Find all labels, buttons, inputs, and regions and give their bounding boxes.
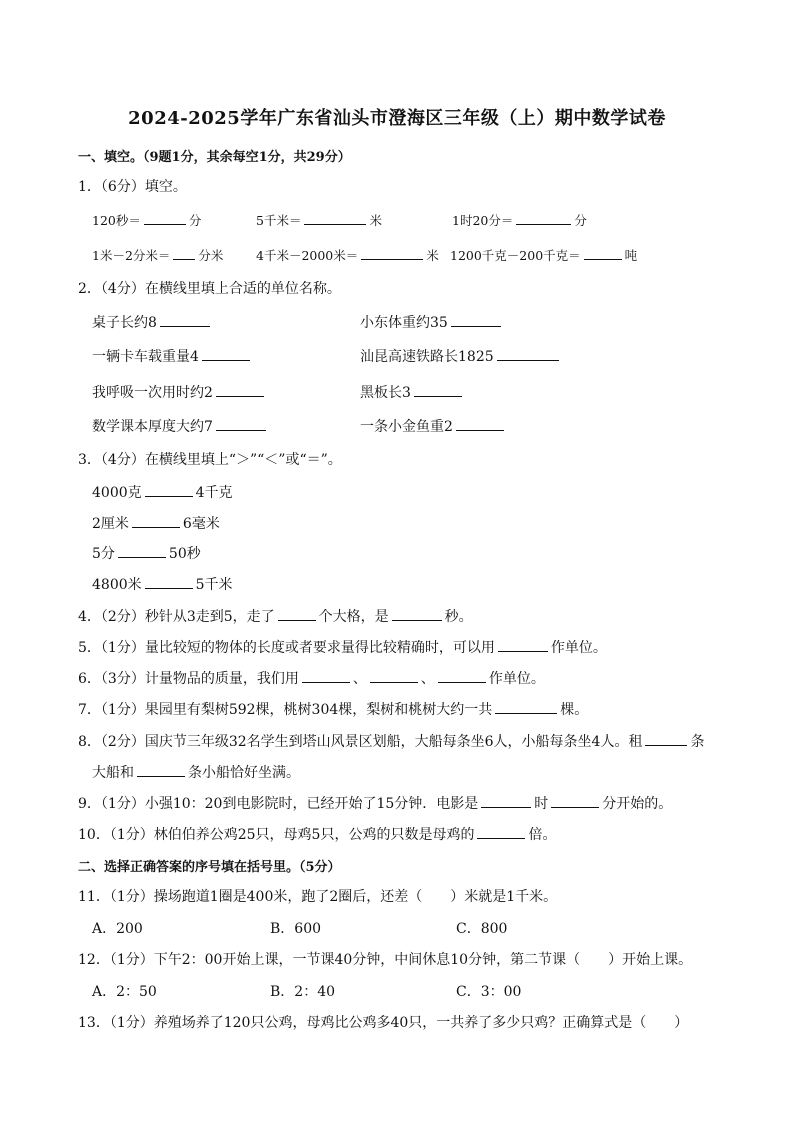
question-1-stem: 1．（6分）填空。 bbox=[78, 179, 187, 195]
q2-item: 我呼吸一次用时约2 bbox=[92, 382, 267, 402]
question-4: 4．（2分）秒针从3走到5，走了 个大格，是 秒。 bbox=[78, 606, 473, 626]
answer-blank[interactable] bbox=[495, 699, 557, 714]
exam-title: 2024-2025学年广东省汕头市澄海区三年级（上）期中数学试卷 bbox=[128, 108, 666, 129]
answer-blank[interactable] bbox=[144, 210, 186, 225]
answer-blank[interactable] bbox=[456, 416, 504, 431]
q3-item: 4000克 4千克 bbox=[92, 482, 233, 502]
question-13-stem: 13．（1分）养殖场养了120只公鸡，母鸡比公鸡多40只，一共养了多少只鸡？正确算式是（ ） bbox=[78, 1015, 689, 1031]
answer-blank[interactable] bbox=[216, 416, 266, 431]
answer-blank[interactable] bbox=[551, 793, 599, 808]
question-5: 5．（1分）量比较短的物体的长度或者要求量得比较精确时，可以用 作单位。 bbox=[78, 637, 607, 657]
section-1-heading: 一、填空。（9题1分，其余每空1分，共29分） bbox=[78, 150, 351, 165]
answer-blank[interactable] bbox=[145, 574, 193, 589]
q11-option-c[interactable]: C．800 bbox=[456, 921, 508, 937]
q3-item: 5分 50秒 bbox=[92, 543, 201, 563]
answer-blank[interactable] bbox=[498, 637, 548, 652]
answer-blank[interactable] bbox=[392, 606, 442, 621]
q12-option-b[interactable]: B．2：40 bbox=[270, 984, 336, 1000]
answer-blank[interactable] bbox=[516, 210, 571, 225]
q2-item: 黑板长3 bbox=[360, 382, 465, 402]
q12-option-a[interactable]: A．2：50 bbox=[92, 984, 157, 1000]
question-6: 6．（3分）计量物品的质量，我们用 、 、 作单位。 bbox=[78, 668, 545, 688]
answer-blank[interactable] bbox=[302, 668, 350, 683]
answer-blank[interactable] bbox=[438, 668, 486, 683]
question-2-stem: 2．（4分）在横线里填上合适的单位名称。 bbox=[78, 281, 341, 297]
answer-blank[interactable] bbox=[132, 513, 180, 528]
answer-blank[interactable] bbox=[145, 482, 193, 497]
answer-blank[interactable] bbox=[451, 312, 501, 327]
answer-blank[interactable] bbox=[160, 312, 210, 327]
q3-item: 4800米 5千米 bbox=[92, 574, 233, 594]
q2-item: 汕昆高速铁路长1825 bbox=[360, 346, 562, 366]
answer-blank[interactable] bbox=[216, 382, 264, 397]
answer-blank[interactable] bbox=[370, 668, 418, 683]
answer-blank[interactable] bbox=[202, 346, 250, 361]
q1-item: 120秒＝ 分 bbox=[92, 210, 201, 229]
question-10: 10．（1分）林伯伯养公鸡25只，母鸡5只，公鸡的只数是母鸡的 倍。 bbox=[78, 824, 556, 844]
question-9: 9．（1分）小强10：20到电影院时，已经开始了15分钟．电影是 时 分开始的。 bbox=[78, 793, 672, 813]
q2-item: 一辆卡车载重量4 bbox=[92, 346, 253, 366]
q12-option-c[interactable]: C．3：00 bbox=[456, 984, 522, 1000]
q2-item: 数学课本厚度大约7 bbox=[92, 416, 269, 436]
q11-option-a[interactable]: A．200 bbox=[92, 921, 143, 937]
q2-item: 桌子长约8 bbox=[92, 312, 213, 332]
answer-blank[interactable] bbox=[497, 346, 559, 361]
question-3-stem: 3．（4分）在横线里填上“＞”“＜”或“＝”。 bbox=[78, 452, 342, 468]
q11-option-b[interactable]: B．600 bbox=[270, 921, 322, 937]
q1-item: 1200千克－200千克＝ 吨 bbox=[450, 245, 637, 264]
q1-item: 1时20分＝ 分 bbox=[452, 210, 587, 229]
answer-blank[interactable] bbox=[137, 762, 185, 777]
answer-blank[interactable] bbox=[173, 245, 195, 260]
answer-blank[interactable] bbox=[584, 245, 622, 260]
answer-blank[interactable] bbox=[481, 793, 531, 808]
q2-item: 一条小金鱼重2 bbox=[360, 416, 507, 436]
question-8-continued: 大船和 条小船恰好坐满。 bbox=[92, 762, 300, 782]
question-8: 8．（2分）国庆节三年级32名学生到塔山风景区划船，大船每条坐6人，小船每条坐4人。租 条 bbox=[78, 731, 704, 751]
question-12-stem: 12．（1分）下午2：00开始上课，一节课40分钟，中间休息10分钟，第二节课（ ）开始上课。 bbox=[78, 952, 693, 968]
q2-item: 小东体重约35 bbox=[360, 312, 504, 332]
answer-blank[interactable] bbox=[361, 245, 423, 260]
answer-blank[interactable] bbox=[477, 824, 525, 839]
q1-item: 1米－2分米＝ 分米 bbox=[92, 245, 223, 264]
answer-blank[interactable] bbox=[645, 731, 687, 746]
section-2-heading: 二、选择正确答案的序号填在括号里。（5分） bbox=[78, 860, 341, 875]
answer-blank[interactable] bbox=[118, 543, 166, 558]
answer-blank[interactable] bbox=[278, 606, 316, 621]
q1-item: 5千米＝ 米 bbox=[256, 210, 382, 229]
question-7: 7．（1分）果园里有梨树592棵，桃树304棵，梨树和桃树大约一共 棵。 bbox=[78, 699, 588, 719]
q1-item: 4千米－2000米＝ 米 bbox=[256, 245, 439, 264]
q3-item: 2厘米 6毫米 bbox=[92, 513, 220, 533]
answer-blank[interactable] bbox=[304, 210, 366, 225]
question-11-stem: 11．（1分）操场跑道1圈是400米，跑了2圈后，还差（ ）米就是1千米。 bbox=[78, 889, 558, 905]
answer-blank[interactable] bbox=[414, 382, 462, 397]
